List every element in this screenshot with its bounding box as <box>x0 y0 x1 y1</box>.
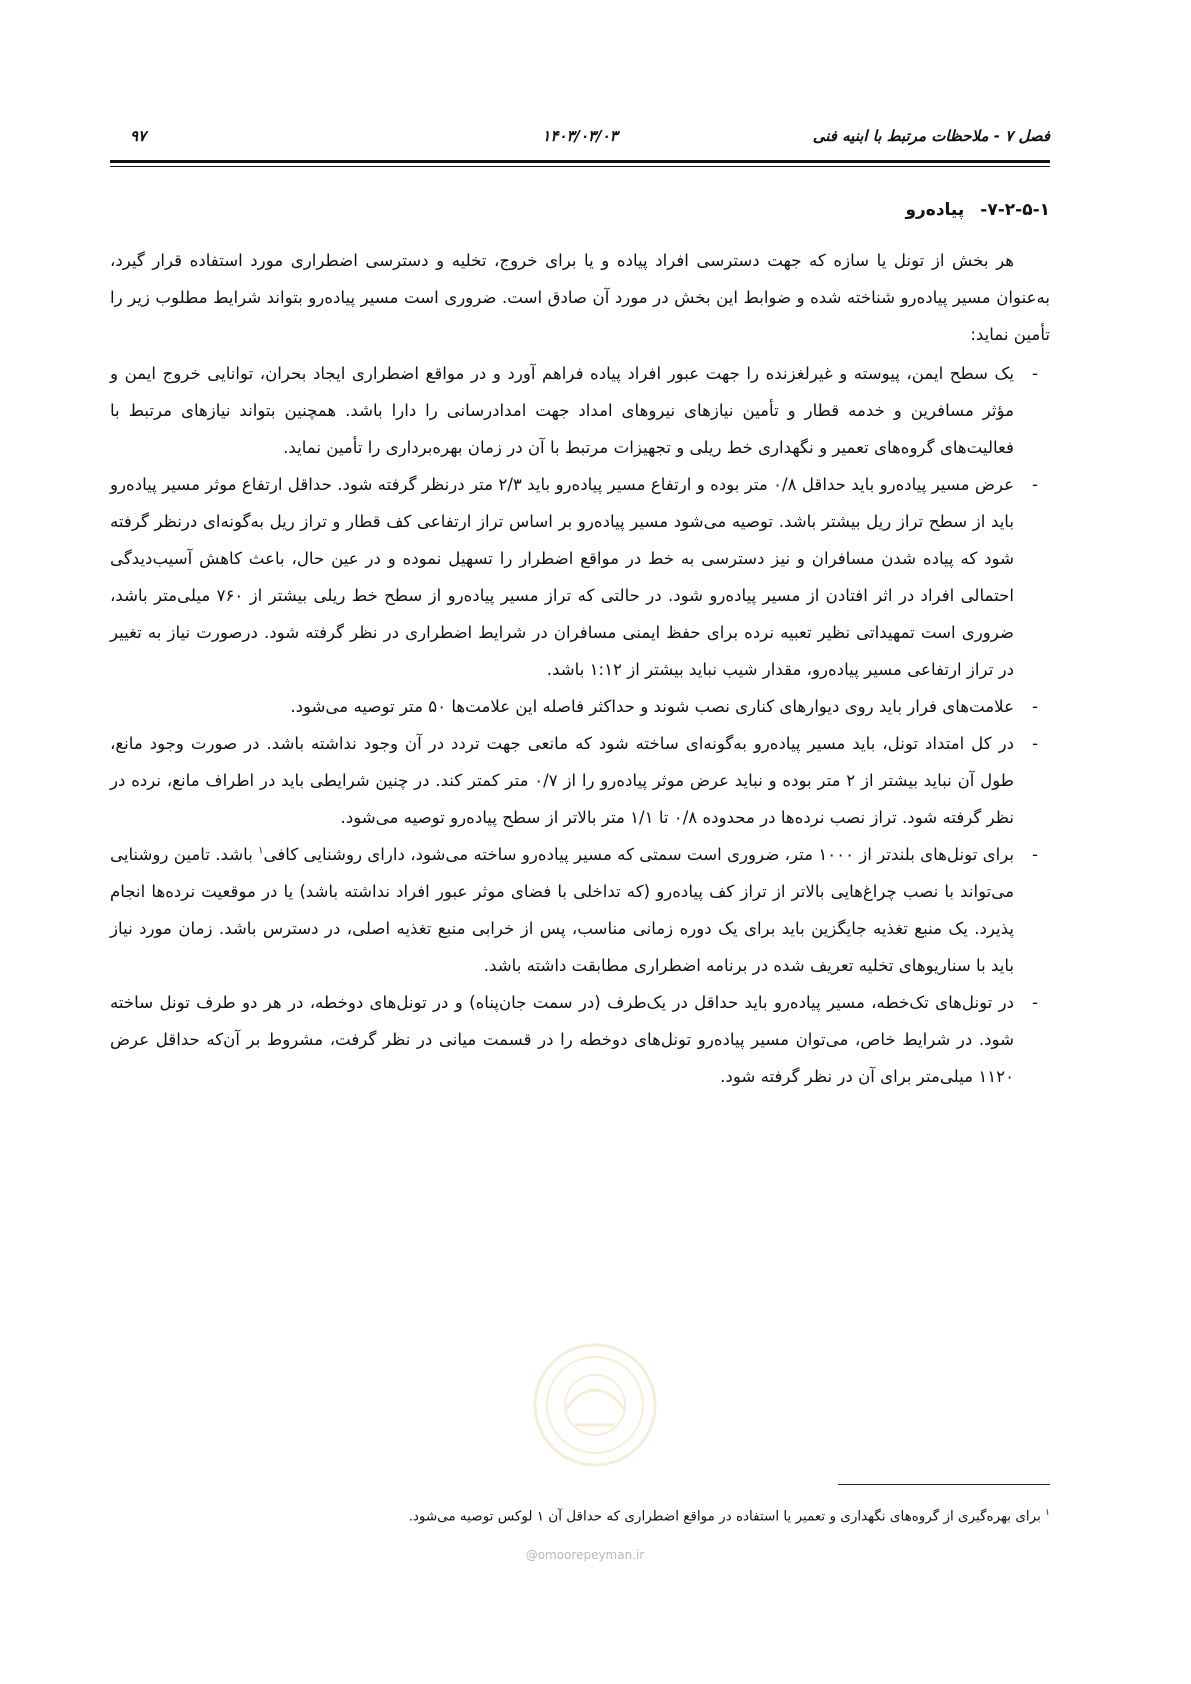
page-number: ۹۷ <box>130 127 147 145</box>
list-item <box>110 725 1050 836</box>
section-title: پیاده‌رو <box>905 200 965 220</box>
list-item <box>110 836 1050 984</box>
list-item-text: علامت‌های فرار باید روی دیوارهای کناری نصب شوند و حداکثر فاصله این علامت‌ها ۵۰ متر توصیه می‌شود. <box>290 697 1014 716</box>
watermark-seal-icon <box>530 1340 660 1470</box>
section-heading <box>110 192 1050 229</box>
header-rule-thick <box>110 160 1050 163</box>
list-item-text: برای تونل‌های بلندتر از ۱۰۰۰ متر، ضروری است سمتی که مسیر پیاده‌رو ساخته می‌شود، دارای روشنایی کافی <box>263 845 1014 864</box>
list-item-text: عرض مسیر پیاده‌رو باید حداقل ۰/۸ متر بوده و ارتفاع مسیر پیاده‌رو باید ۲/۳ متر درنظر گرفته شود. حداقل ارتفاع موثر مسیر پیاده‌رو باید از سطح تراز ریل بیشتر باشد. توصیه می‌شود مسیر پیاده‌رو بر اساس تراز ارتفاعی کف قطار و تراز ریل به‌گونه‌ای درنظر گرفته شود که پیاده شدن مسافران و نیز دسترسی به خط در مواقع اضطرار را تسهیل نموده و در عین حال، باعث کاهش آسیب‌دیدگی احتمالی افراد در اثر افتادن از مسیر پیاده‌رو شود. در حالتی که تراز مسیر پیاده‌رو از سطح خط ریلی بیشتر از ۷۶۰ میلی‌متر باشد، ضروری است تمهیداتی نظیر تعبیه نرده برای حفظ ایمنی مسافران در شرایط اضطراری در نظر گرفته شود. درصورت نیاز به تغییر در تراز ارتفاعی مسیر پیاده‌رو، مقدار شیب نباید بیشتر از ۱:۱۲ باشد. <box>110 475 1015 679</box>
bullet-dash: - <box>1032 475 1038 494</box>
list-item-text: در تونل‌های تک‌خطه، مسیر پیاده‌رو باید حداقل در یک‌طرف (در سمت جان‌پناه) و در تونل‌های دوخطه، در هر دو طرف تونل ساخته شود. در شرایط خاص، می‌توان مسیر پیاده‌رو تونل‌های دوخطه را در قسمت میانی در نظر گرفت، مشروط بر آن‌که حداقل عرض ۱۱۲۰ میلی‌متر برای آن در نظر گرفته شود. <box>110 993 1014 1086</box>
footnote-reference[interactable]: ۱ <box>258 845 264 857</box>
list-item-text-continued: باشد. تامین روشنایی می‌تواند با نصب چراغ‌هایی بالاتر از تراز کف پیاده‌رو (که تداخلی با فضای موثر عبور افراد نداشته باشد) یا در موقعیت نرده‌ها انجام پذیرد. یک منبع تغذیه جایگزین باید برای یک دوره زمانی مناسب، پس از خرابی منبع تغذیه اصلی، در دسترس باشد. زمان مورد نیاز باید با سناریوهای تخلیه تعریف شده در برنامه اضطراری مطابقت داشته باشد. <box>110 845 1014 975</box>
list-item-text: در کل امتداد تونل، باید مسیر پیاده‌رو به‌گونه‌ای ساخته شود که مانعی جهت تردد در آن وجود نداشته باشد. در صورت وجود مانع، طول آن نباید بیشتر از ۲ متر بوده و نباید عرض موثر پیاده‌رو را از ۰/۷ متر کمتر کند. در چنین شرایطی باید در اطراف مانع، نرده در نظر گرفته شود. تراز نصب نرده‌ها در محدوده ۰/۸ تا ۱/۱ متر بالاتر از سطح پیاده‌رو توصیه می‌شود. <box>110 734 1014 827</box>
document-date: ۱۴۰۳/۰۳/۰۳ <box>542 127 618 145</box>
chapter-title: فصل ۷ - ملاحظات مرتبط با ابنیه فنی <box>812 127 1050 145</box>
footnote <box>110 1502 1050 1528</box>
main-content <box>110 192 1050 1095</box>
footnote-separator <box>838 1484 1050 1485</box>
watermark-text: @omoorepeyman.ir <box>525 1548 645 1562</box>
bullet-dash: - <box>1032 697 1038 716</box>
page-header <box>110 127 1050 153</box>
list-item <box>110 355 1050 466</box>
section-number: ۷-۲-۵-۱- <box>980 200 1050 220</box>
footnote-marker: ۱ <box>1045 1508 1050 1518</box>
header-rule-thin <box>110 166 1050 167</box>
requirements-list <box>110 355 1050 1095</box>
bullet-dash: - <box>1032 845 1038 864</box>
footnote-text: برای بهره‌گیری از گروه‌های نگهداری و تعمیر یا استفاده در مواقع اضطراری که حداقل آن ۱ لوکس توصیه می‌شود. <box>408 1508 1041 1525</box>
list-item <box>110 688 1050 725</box>
bullet-dash: - <box>1032 364 1038 383</box>
bullet-dash: - <box>1032 993 1038 1012</box>
list-item <box>110 466 1050 688</box>
list-item <box>110 984 1050 1095</box>
intro-paragraph: هر بخش از تونل یا سازه که جهت دسترسی افراد پیاده و یا برای خروج، تخلیه و دسترسی اضطراری مورد استفاده قرار گیرد، به‌عنوان مسیر پیاده‌رو شناخته شده و ضوابط این بخش در مورد آن صادق است. ضروری است مسیر پیاده‌رو بتواند شرایط مطلوب زیر را تأمین نماید: <box>110 251 1050 344</box>
bullet-dash: - <box>1032 734 1038 753</box>
list-item-text: یک سطح ایمن، پیوسته و غیرلغزنده را جهت عبور افراد پیاده فراهم آورد و در مواقع اضطراری ایجاد بحران، توانایی خروج ایمن و مؤثر مسافرین و خدمه قطار و تأمین نیازهای نیروهای امداد جهت امدادرسانی را دارا باشد. همچنین بتواند نیازهای مرتبط با فعالیت‌های گروه‌های تعمیر و نگهداری خط ریلی و تجهیزات مرتبط با آن در زمان بهره‌برداری را تأمین نماید. <box>110 364 1014 457</box>
